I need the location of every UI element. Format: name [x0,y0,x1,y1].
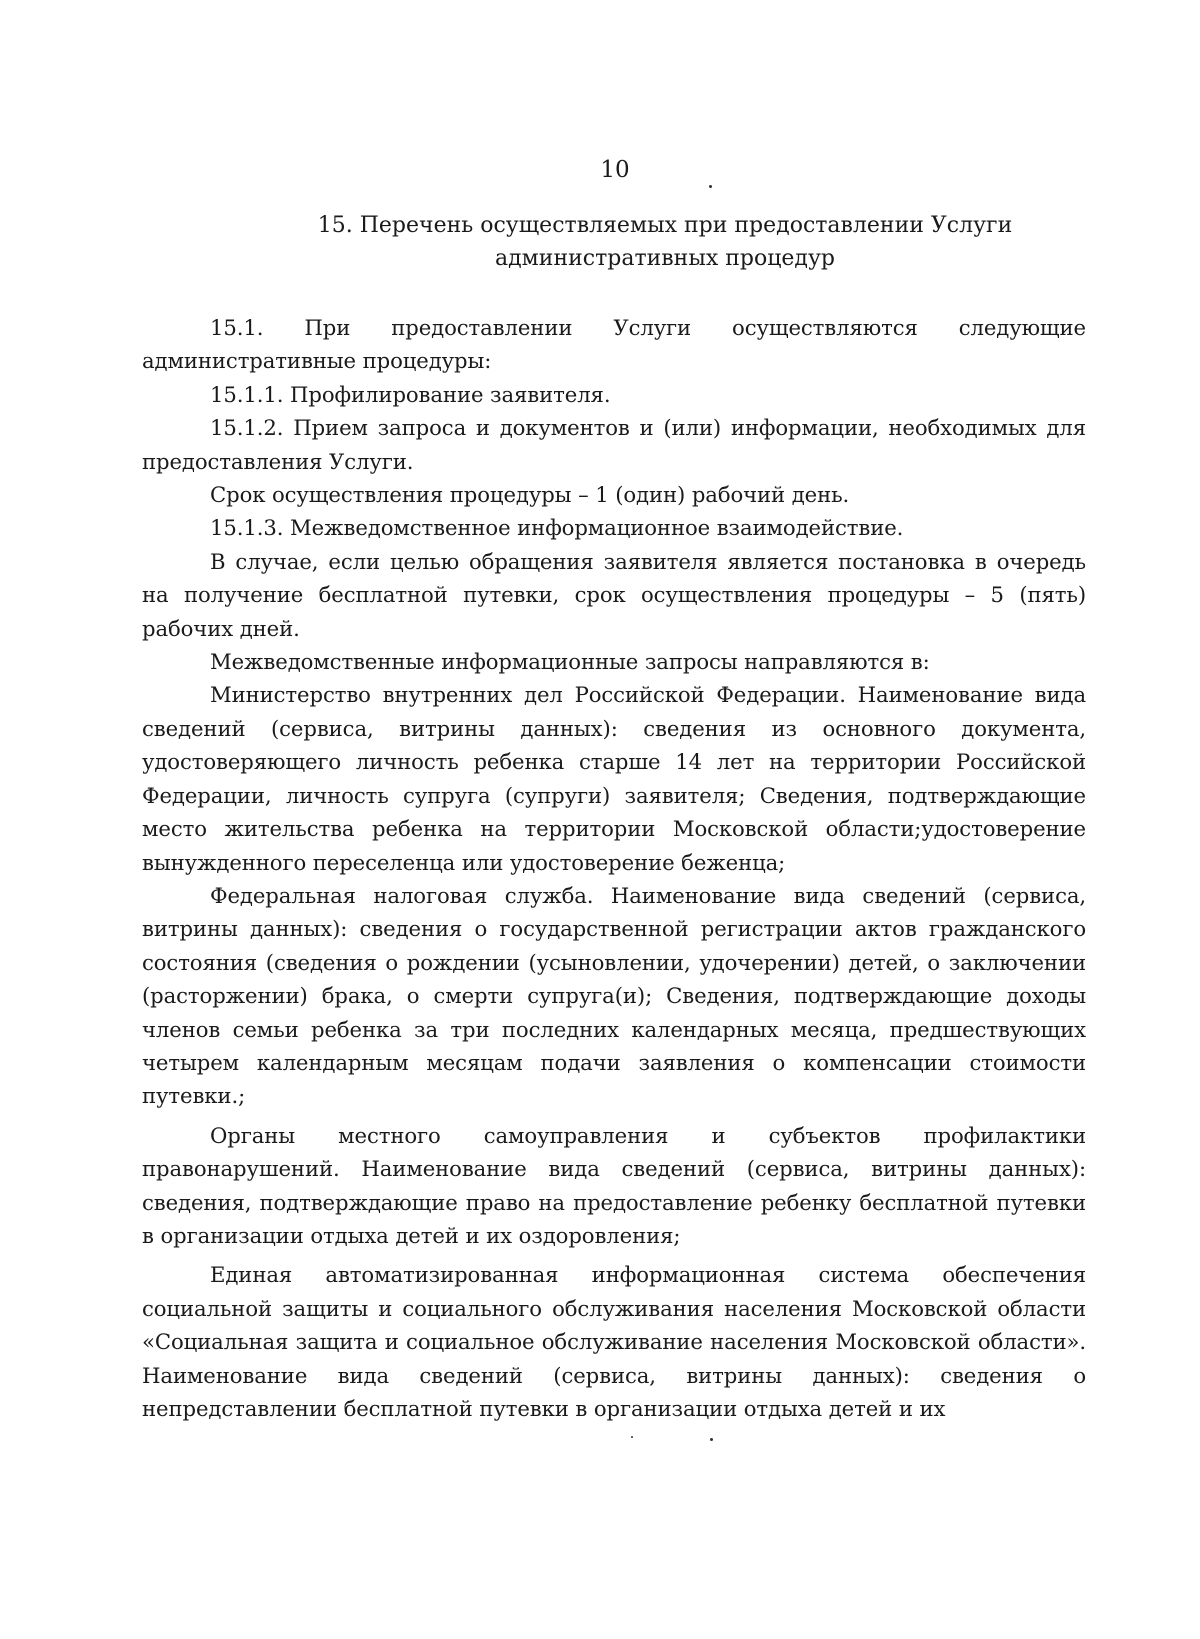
scan-speck [709,185,712,188]
section-heading [290,209,1040,275]
paragraph-queue-case: В случае, если целью обращения заявителя является постановка в очередь на получение бесплатной путевки, срок осуществления процедуры – 5 (пять) рабочих дней. [142,548,1086,641]
paragraph-requests-intro: Межведомственные информационные запросы направляются в: [210,649,930,675]
section-heading-line-1: 15. Перечень осуществляемых при предоставлении Услуги [317,213,1013,238]
paragraph-eais: Единая автоматизированная информационная система обеспечения социальной защиты и социального обслуживания населения Московской области «Социальная защита и социальное обслуживание населения Московской области». Наименование вида сведений (сервиса, витрины данных): сведения о непредставлении бесплатной путевки в организации отдыха детей и их [142,1262,1086,1421]
paragraph-15-1-2: 15.1.2. Прием запроса и документов и (или) информации, необходимых для предоставления Услуги. [142,415,1086,474]
paragraph-mvd: Министерство внутренних дел Российской Федерации. Наименование вида сведений (сервиса, витрины данных): сведения из основного документа, удостоверяющего личность ребенка старше 14 лет на территории Российской Федерации, личность супруга (супруги) заявителя; Сведения, подтверждающие место жительства ребенка на территории Московской области;удостоверение вынужденного переселенца или удостоверение беженца; [142,682,1086,875]
paragraph-15-1: 15.1. При предоставлении Услуги осуществляются следующие административные процедуры: [142,315,1086,374]
document-body [142,311,1086,1425]
page-number: 10 [600,157,630,183]
paragraph-fns: Федеральная налоговая служба. Наименование вида сведений (сервиса, витрины данных): сведения о государственной регистрации актов гражданского состояния (сведения о рождении (усыновлении, удочерении) детей, о заключении (расторжении) брака, о смерти супруга(и); Сведения, подтверждающие доходы членов семьи ребенка за три последних календарных месяца, предшествующих четырем календарным месяцам подачи заявления о компенсации стоимости путевки.; [142,882,1086,1109]
paragraph-procedure-term: Срок осуществления процедуры – 1 (один) рабочий день. [210,482,850,508]
paragraph-local-government: Органы местного самоуправления и субъектов профилактики правонарушений. Наименование вида сведений (сервиса, витрины данных): сведения, подтверждающие право на предоставление ребенку бесплатной путевки в организации отдыха детей и их оздоровления; [142,1122,1086,1248]
paragraph-15-1-3: 15.1.3. Межведомственное информационное взаимодействие. [210,515,904,541]
scan-speck [710,1438,713,1441]
scan-speck [631,1436,633,1438]
paragraph-15-1-1: 15.1.1. Профилирование заявителя. [210,381,611,407]
section-heading-line-2: административных процедур [495,246,835,271]
